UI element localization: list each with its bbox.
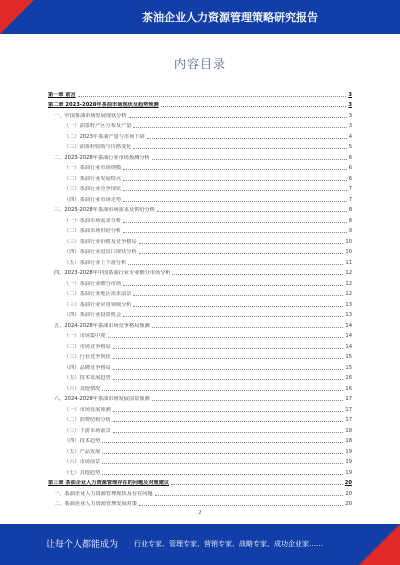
toc-dot-leader [152, 159, 347, 160]
toc-entry[interactable] [48, 98, 352, 109]
toc-entry-page: 14 [345, 322, 352, 329]
toc-entry-page: 5 [348, 144, 352, 150]
toc-entry[interactable] [48, 287, 352, 298]
toc-dot-leader [123, 180, 347, 181]
toc-entry[interactable] [48, 455, 352, 466]
report-title: 茶油企业人力资源管理策略研究报告 [142, 11, 318, 24]
toc-entry[interactable] [48, 465, 352, 476]
toc-entry-label: （一）茶油行业细分市场 [64, 280, 122, 287]
toc-dot-leader [139, 505, 343, 506]
toc-entry-page: 18 [345, 438, 352, 444]
toc-entry[interactable] [48, 444, 352, 455]
header-banner [0, 0, 400, 34]
toc-entry[interactable] [48, 402, 352, 413]
toc-entry[interactable] [48, 182, 352, 193]
toc-entry-label: （一）茶油行业市场规模 [64, 165, 122, 171]
toc-entry-label: （三）下游市场前景 [64, 427, 111, 434]
toc-entry[interactable] [48, 119, 352, 130]
toc-dot-leader [171, 484, 343, 485]
toc-entry-page: 9 [348, 228, 352, 234]
toc-entry[interactable] [48, 381, 352, 392]
toc-entry-page: 13 [345, 301, 352, 308]
toc-entry[interactable] [48, 213, 352, 224]
toc-entry-page: 16 [345, 375, 352, 381]
toc-entry[interactable] [48, 224, 352, 235]
toc-entry-label: （三）茶油行业价格及竞争格局 [64, 238, 137, 245]
footer-banner [0, 524, 400, 565]
toc-dot-leader [123, 190, 347, 191]
toc-dot-leader [152, 400, 344, 401]
toc-entry-page: 16 [345, 385, 352, 392]
toc-entry-page: 7 [348, 196, 352, 203]
toc-entry-page: 4 [348, 133, 352, 140]
toc-dot-leader [123, 316, 343, 317]
toc-entry-label: （二）茶油行业地区需求前景 [64, 291, 132, 297]
toc-entry-label: 二、2023-2028年茶油行业市场预测分析 [54, 154, 150, 161]
toc-entry[interactable] [48, 192, 352, 203]
toc-entry-label: 一、中国茶油市场发展现状分析 [54, 112, 127, 119]
toc-entry[interactable] [48, 392, 352, 403]
toc-entry[interactable] [48, 108, 352, 119]
toc-entry[interactable] [48, 171, 352, 182]
toc-entry-page: 3 [348, 112, 352, 119]
toc-dot-leader [123, 285, 343, 286]
toc-entry[interactable] [48, 203, 352, 214]
toc-dot-leader [139, 243, 344, 244]
toc-entry-label: （二）茶油行业发展特点 [64, 175, 122, 182]
toc-entry-label: （三）茶油行业应用领域分析 [64, 301, 132, 308]
toc-entry-page: 10 [345, 249, 352, 255]
toc-entry[interactable] [48, 329, 352, 340]
toc-dot-leader [123, 232, 347, 233]
toc-heading: 内容目录 [173, 57, 226, 71]
toc-entry-page: 14 [345, 343, 352, 350]
toc-entry[interactable] [48, 339, 352, 350]
toc-entry[interactable] [48, 308, 352, 319]
toc-entry-page: 6 [348, 175, 352, 182]
toc-dot-leader [102, 463, 343, 464]
toc-entry-page: 12 [345, 291, 352, 297]
toc-entry-label: 第三章 茶油企业人力资源管理存在的问题及对策建议 [48, 480, 170, 486]
toc-entry-label: 五、2024-2028年茶油市场竞争格局预测 [54, 322, 150, 329]
toc-entry-label: （四）技术趋势 [64, 438, 101, 444]
toc-entry-page: 8 [348, 207, 352, 213]
footer-slogan: 让每个人都能成为 [46, 540, 119, 550]
toc-entry-label: 三、2023-2028年茶油市场需求及供给分析 [54, 207, 155, 213]
toc-dot-leader [113, 411, 344, 412]
toc-entry[interactable] [48, 140, 352, 151]
toc-entry-label: （二）消费结构分析 [64, 417, 111, 423]
toc-entry-page: 17 [345, 396, 352, 402]
toc-entry-page: 10 [345, 238, 352, 245]
toc-dot-leader [161, 106, 347, 107]
toc-entry-label: （三）油茶籽收购与价格变化 [64, 144, 132, 150]
toc-dot-leader [102, 474, 343, 475]
toc-entry-label: （四）茶油行业市场走势 [64, 196, 122, 203]
toc-entry-page: 15 [345, 364, 352, 371]
toc-entry-label: （五）技术发展趋势 [64, 375, 111, 381]
toc-entry-label: （二）茶油市场供给分析 [64, 228, 122, 234]
toc-entry-page: 7 [348, 186, 352, 192]
toc-dot-leader [102, 453, 343, 454]
toc-entry-page: 15 [345, 354, 352, 360]
toc-dot-leader [113, 369, 344, 370]
toc-dot-leader [133, 148, 346, 149]
toc-entry-page: 12 [345, 280, 352, 287]
toc-entry-page: 6 [348, 154, 352, 161]
toc-dot-leader [133, 127, 346, 128]
toc-entry-label: （四）茶油行业进出口现状分析 [64, 249, 137, 255]
toc-dot-leader [123, 222, 347, 223]
toc-entry-page: 20 [345, 490, 352, 497]
toc-entry[interactable] [48, 150, 352, 161]
toc-entry[interactable] [48, 266, 352, 277]
toc-entry-page: 3 [348, 123, 352, 129]
toc-entry-label: （一）茶油市场需求分析 [64, 217, 122, 224]
toc-entry-label: （一）油茶籽产区分布及产量 [64, 123, 132, 129]
toc-entry-page: 19 [345, 459, 352, 465]
toc-entry-page: 20 [344, 480, 352, 486]
toc-dot-leader [113, 432, 344, 433]
toc-entry[interactable] [48, 245, 352, 256]
toc-entry-label: （七）其他趋势 [64, 469, 101, 476]
toc-entry[interactable] [48, 129, 352, 140]
toc-entry-label: （三）茶油行业竞争现状 [64, 186, 122, 192]
toc-dot-leader [123, 169, 347, 170]
toc-dot-leader [147, 138, 347, 139]
toc-entry-label: 六、2024-2028年茶油市场发展前景预测 [54, 396, 150, 402]
toc-dot-leader [139, 253, 344, 254]
toc-entry[interactable] [48, 297, 352, 308]
toc-entry-label: 第二章 2023-2028年茶油市场现状及趋势预测 [48, 102, 159, 108]
header-red-corner [0, 0, 34, 34]
toc-entry-page: 20 [345, 501, 352, 507]
toc-entry[interactable] [48, 276, 352, 287]
toc-dot-leader [113, 348, 344, 349]
toc-dot-leader [129, 117, 347, 118]
toc-entry[interactable] [48, 476, 352, 487]
toc-entry-label: （四）品牌竞争格局 [64, 364, 111, 371]
toc-entry[interactable] [48, 255, 352, 266]
toc-dot-leader [133, 306, 343, 307]
toc-entry-page: 13 [345, 312, 352, 318]
toc-entry[interactable] [48, 486, 352, 497]
toc-entry[interactable] [48, 87, 352, 98]
toc-dot-leader [78, 96, 347, 97]
toc-entry-label: （三）行业竞争现状 [64, 354, 111, 360]
toc-entry-label: （六）其他情况 [64, 385, 101, 392]
toc-entry[interactable] [48, 350, 352, 361]
page-number: 2 [198, 510, 202, 516]
toc-dot-leader [113, 379, 344, 380]
toc-entry[interactable] [48, 318, 352, 329]
toc-entry-label: （二）市场竞争格局 [64, 343, 111, 350]
toc-entry-label: （五）产品发展 [64, 448, 101, 455]
footer-red-corner [359, 524, 400, 565]
toc-entry-page: 6 [348, 165, 352, 171]
toc-entry-page: 3 [348, 102, 352, 108]
toc-dot-leader [155, 495, 344, 496]
toc-entry-label: 二、茶油企业人力资源管理发展对策 [54, 501, 138, 507]
toc-dot-leader [152, 327, 344, 328]
toc-dot-leader [172, 274, 343, 275]
toc-entry-page: 12 [345, 270, 352, 276]
toc-dot-leader [113, 358, 344, 359]
toc-dot-leader [157, 211, 347, 212]
toc-entry[interactable] [48, 234, 352, 245]
toc-entry-label: （一）市场发展预测 [64, 406, 111, 413]
toc-entry-page: 8 [348, 217, 352, 224]
toc-dot-leader [102, 390, 343, 391]
toc-entry[interactable] [48, 371, 352, 382]
toc-dot-leader [113, 421, 344, 422]
toc-dot-leader [108, 337, 344, 338]
toc-entry-label: （四）茶油行业投资机会 [64, 312, 122, 318]
toc-entry-page: 3 [348, 91, 352, 98]
toc-dot-leader [102, 442, 343, 443]
toc-entry-label: （二）2023年茶油产量与市场下降 [64, 133, 145, 140]
toc-entry-label: （六）市场前景 [64, 459, 101, 465]
toc-entry[interactable] [48, 423, 352, 434]
toc-entry[interactable] [48, 161, 352, 172]
toc-entry-label: （五）茶油行业上下游分析 [64, 259, 127, 266]
toc-entry-label: （一）市场集中度 [64, 333, 106, 339]
toc-entry-page: 19 [345, 448, 352, 455]
toc-dot-leader [128, 264, 343, 265]
toc-entry[interactable] [48, 434, 352, 445]
toc-entry-label: 第一章 前言 [48, 91, 76, 98]
toc-entry[interactable] [48, 360, 352, 371]
toc-entry-page: 17 [345, 406, 352, 413]
toc-entry-page: 17 [345, 417, 352, 423]
toc-entry-page: 19 [345, 469, 352, 476]
toc-entry-page: 11 [345, 259, 352, 266]
toc-entry[interactable] [48, 497, 352, 508]
toc-entry-label: 四、2023-2028年中国茶油行业专业细分市场分析 [54, 270, 171, 276]
toc-entry[interactable] [48, 413, 352, 424]
toc-entry-page: 18 [345, 427, 352, 434]
toc-dot-leader [133, 295, 343, 296]
toc-entry-label: 一、茶油企业人力资源管理现状及存在问题 [54, 490, 153, 497]
table-of-contents [48, 87, 352, 507]
toc-entry-page: 14 [345, 333, 352, 339]
toc-dot-leader [123, 201, 347, 202]
footer-tags: 行业专家、管理专家、营销专家、战略专家、成功企业家…… [134, 540, 323, 548]
